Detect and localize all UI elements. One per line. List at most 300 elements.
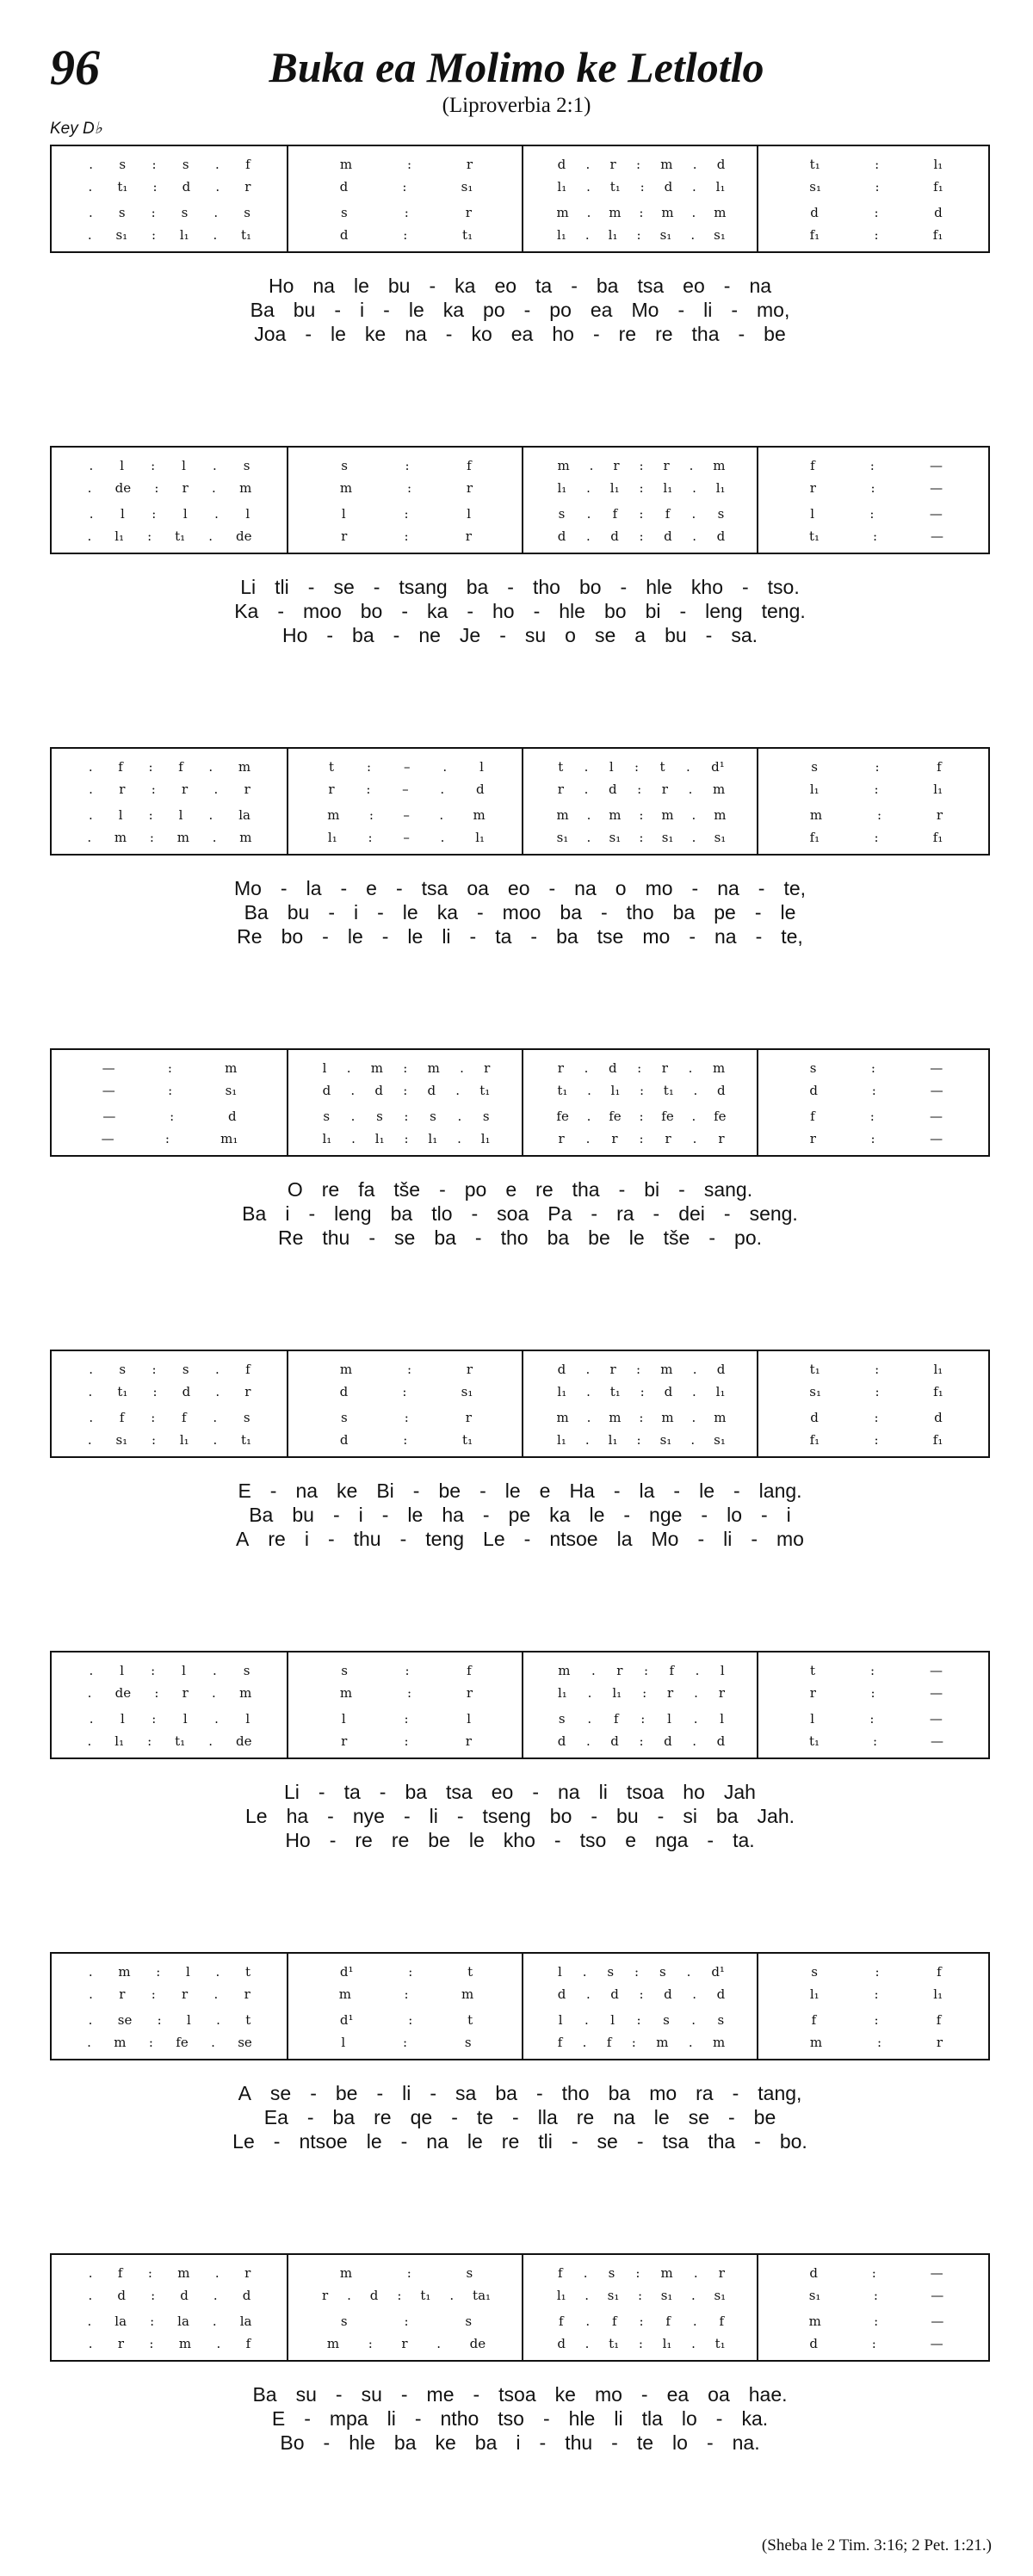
solfa-note: r [718, 2265, 725, 2281]
measure [522, 146, 759, 251]
lyric-syllable: - [304, 2407, 311, 2430]
lyrics-block [50, 876, 990, 948]
solfa-staff [50, 1952, 990, 2060]
lyric-syllable: - [499, 624, 506, 646]
lyric-syllable: - [439, 1178, 446, 1201]
solfa-note: . [89, 807, 93, 823]
voice-notes-tenor [52, 1107, 288, 1126]
voice-notes-alto [758, 479, 994, 497]
lyric-syllable: be [428, 1829, 450, 1851]
lyric-syllable: la [616, 1528, 633, 1550]
solfa-note: s₁ [714, 830, 727, 845]
voice-notes-bass [288, 1430, 524, 1449]
solfa-note: m [714, 807, 727, 823]
lyric-syllable: tli [538, 2130, 553, 2153]
solfa-note: r [809, 1131, 816, 1146]
solfa-note: . [688, 2035, 693, 2050]
solfa-note: : [639, 1986, 644, 2002]
lyric-syllable: mo [776, 1528, 804, 1550]
solfa-note: f [810, 1109, 815, 1124]
lyric-syllable: re [576, 2106, 595, 2128]
solfa-note: m [714, 1410, 727, 1425]
solfa-note: . [691, 2336, 696, 2351]
lyric-syllable: le [780, 901, 796, 924]
lyric-syllable: kho [690, 576, 723, 598]
solfa-note: : [634, 1964, 640, 1980]
solfa-note: d [664, 179, 673, 195]
solfa-note: l₁ [557, 179, 567, 195]
lyric-syllable: - [456, 1805, 464, 1827]
solfa-note: : [640, 1711, 646, 1727]
measure [757, 1050, 994, 1155]
solfa-note: r [466, 1685, 473, 1701]
lyric-syllable: Le [244, 1805, 268, 1827]
voice-notes-bass [288, 828, 524, 847]
solfa-note: — [929, 506, 943, 522]
solfa-note: f [665, 2313, 671, 2329]
solfa-note: . [586, 205, 591, 220]
lyric-syllable: ka [436, 901, 458, 924]
voice-notes-alto [523, 479, 759, 497]
solfa-note: . [586, 506, 591, 522]
lyric-syllable: ntsoe [299, 2130, 348, 2153]
solfa-note: de [114, 480, 132, 496]
lyric-syllable: - [318, 1781, 325, 1803]
solfa-note: s [717, 506, 725, 522]
solfa-note: s [464, 2035, 472, 2050]
solfa-note: m₁ [220, 1131, 238, 1146]
solfa-note: s [182, 1362, 189, 1377]
solfa-note: : [872, 1733, 878, 1749]
lyric-syllable: - [403, 1805, 411, 1827]
solfa-note: l₁ [557, 1384, 567, 1399]
lyric-syllable: teng. [761, 600, 806, 622]
voice-notes-alto [523, 780, 759, 799]
voice-notes-soprano [52, 2264, 288, 2283]
solfa-note: d [809, 2336, 818, 2351]
solfa-note: : [875, 759, 880, 775]
voice-notes-bass [52, 527, 288, 546]
lyric-syllable: e [539, 1480, 551, 1502]
lyric-syllable: Ba [250, 299, 275, 321]
solfa-note: l₁ [475, 830, 486, 845]
measure [287, 1351, 524, 1456]
lyric-syllable: - [329, 1829, 337, 1851]
solfa-note: . [87, 2313, 92, 2329]
solfa-note: : [874, 781, 879, 797]
voice-notes-alto [288, 780, 524, 799]
voice-notes-alto [52, 1081, 288, 1100]
lyric-syllable: ea [590, 299, 613, 321]
lyric-syllable: li [703, 299, 713, 321]
lyric-syllable: su [361, 2383, 382, 2406]
voice-notes-tenor [523, 1408, 759, 1427]
voice-notes-bass [52, 225, 288, 244]
solfa-note: se [117, 2012, 133, 2028]
solfa-note: : [643, 1663, 648, 1678]
lyrics-block [50, 274, 990, 346]
lyric-syllable: - [322, 925, 329, 948]
voice-notes-bass [758, 1732, 994, 1751]
lyric-syllable: i [353, 901, 359, 924]
voice-notes-bass [523, 2334, 759, 2353]
measure [522, 1652, 759, 1757]
voice-notes-tenor [523, 1709, 759, 1728]
solfa-note: . [691, 830, 696, 845]
solfa-note: . [584, 781, 589, 797]
measure [287, 749, 524, 854]
lyric-syllable: - [679, 600, 687, 622]
solfa-note: la [114, 2313, 127, 2329]
solfa-note: r [328, 781, 335, 797]
solfa-note: t₁ [809, 157, 820, 172]
solfa-note: t [245, 2012, 251, 2028]
voice-notes-bass [288, 1129, 524, 1148]
solfa-note: t₁ [479, 1083, 491, 1098]
solfa-note: l₁ [114, 528, 125, 544]
lyric-line [50, 575, 990, 599]
solfa-note: s [811, 1964, 818, 1980]
solfa-note: la [239, 2313, 252, 2329]
solfa-note: m [809, 2035, 823, 2050]
solfa-note: f [182, 1410, 187, 1425]
voice-notes-alto [523, 1985, 759, 2004]
solfa-note: d [809, 2265, 818, 2281]
voice-notes-bass [288, 2334, 524, 2353]
lyric-syllable: na [714, 925, 737, 948]
solfa-note: m [609, 807, 622, 823]
lyric-syllable: e [505, 1178, 517, 1201]
lyric-syllable: - [691, 877, 699, 899]
lyric-syllable: Ba [244, 901, 269, 924]
lyric-syllable: fa [358, 1178, 375, 1201]
lyric-syllable: - [723, 275, 731, 297]
solfa-note: r [936, 2035, 943, 2050]
solfa-note: . [212, 1663, 217, 1678]
lyric-syllable: - [751, 1528, 758, 1550]
solfa-note: : [631, 2035, 636, 2050]
lyric-line [50, 900, 990, 924]
lyric-syllable: bu [293, 299, 316, 321]
lyric-syllable: Bo [280, 2431, 305, 2454]
solfa-note: s [466, 2265, 473, 2281]
solfa-note: r [119, 1986, 126, 2002]
solfa-note: : [405, 1663, 410, 1678]
measure [757, 146, 994, 251]
solfa-note: f [936, 2012, 942, 2028]
measure [757, 2255, 994, 2360]
solfa-note: . [87, 2035, 91, 2050]
lyric-syllable: ha [442, 1504, 464, 1526]
solfa-note: s [811, 759, 818, 775]
lyric-line [50, 2431, 990, 2455]
solfa-note: l [182, 506, 188, 522]
solfa-note: — [930, 1663, 943, 1678]
solfa-note: l₁ [557, 1685, 567, 1701]
lyric-syllable: tho [500, 1226, 529, 1249]
solfa-note: . [692, 480, 696, 496]
solfa-note: r [119, 781, 126, 797]
solfa-staff [50, 145, 990, 253]
voice-notes-bass [523, 1129, 759, 1148]
solfa-note: . [457, 1131, 461, 1146]
lyric-syllable: A [236, 1528, 250, 1550]
voice-notes-alto [288, 1382, 524, 1401]
lyric-syllable: - [383, 299, 390, 321]
lyric-syllable: - [430, 2082, 437, 2104]
voice-notes-soprano [758, 1059, 994, 1078]
voice-notes-alto [52, 1382, 288, 1401]
solfa-staff [50, 1048, 990, 1157]
lyric-syllable: tha [708, 2130, 736, 2153]
solfa-note: m [339, 1362, 353, 1377]
solfa-note: : [639, 506, 644, 522]
solfa-note: t₁ [609, 1384, 621, 1399]
solfa-note: r [616, 1663, 623, 1678]
solfa-note: m [114, 830, 127, 845]
solfa-note: : [152, 506, 157, 522]
lyric-syllable: A [238, 2082, 251, 2104]
solfa-note: : [151, 458, 156, 473]
solfa-note: : [164, 1131, 170, 1146]
lyric-syllable: tho [626, 901, 654, 924]
lyrics-block [50, 575, 990, 647]
voice-notes-soprano [758, 757, 994, 776]
solfa-note: m [370, 1060, 383, 1076]
solfa-note: r [609, 157, 616, 172]
solfa-note: . [586, 807, 591, 823]
lyric-syllable: na [574, 877, 597, 899]
lyric-syllable: thu [322, 1226, 350, 1249]
lyric-syllable: li [402, 2082, 411, 2104]
lyric-syllable: moo [303, 600, 342, 622]
lyric-line [50, 1828, 990, 1852]
solfa-note: . [586, 1410, 591, 1425]
lyric-line [50, 322, 990, 346]
lyric-syllable: ba [390, 1202, 413, 1225]
solfa-note: l [245, 506, 251, 522]
solfa-note: m [556, 1410, 569, 1425]
lyric-syllable: re [374, 2106, 392, 2128]
lyric-syllable: - [400, 2383, 408, 2406]
solfa-note: l₁ [933, 1986, 943, 2002]
lyric-syllable: - [677, 299, 685, 321]
solfa-note: . [455, 1083, 461, 1098]
solfa-note: s [717, 2012, 725, 2028]
lyric-syllable: Mo [651, 1528, 679, 1550]
solfa-note: : [875, 1362, 880, 1377]
solfa-note: . [582, 2035, 587, 2050]
solfa-note: : [875, 157, 880, 172]
voice-notes-alto [758, 1985, 994, 2004]
solfa-note: : [638, 2288, 643, 2303]
voice-notes-alto [52, 1985, 288, 2004]
solfa-note: : [870, 1685, 875, 1701]
lyric-syllable: e [625, 1829, 637, 1851]
lyric-syllable: Pa [547, 1202, 572, 1225]
solfa-note: : [403, 2035, 408, 2050]
lyrics-block [50, 1780, 990, 1852]
solfa-note: . [213, 227, 218, 243]
lyric-syllable: lo [672, 2431, 688, 2454]
solfa-note: f [613, 1711, 619, 1727]
measure [522, 2255, 759, 2360]
lyric-syllable: bo [360, 600, 383, 622]
voice-notes-tenor [758, 1408, 994, 1427]
solfa-note: m [609, 205, 622, 220]
lyric-syllable: thu [353, 1528, 381, 1550]
voice-notes-soprano [288, 155, 524, 174]
solfa-note: m [558, 1663, 571, 1678]
voice-notes-tenor [288, 806, 524, 825]
solfa-note: l₁ [557, 227, 566, 243]
solfa-note: r [466, 157, 473, 172]
lyric-syllable: le [407, 925, 424, 948]
solfa-note: : [151, 1432, 157, 1448]
solfa-note: . [690, 227, 696, 243]
solfa-note: d¹ [339, 1964, 354, 1980]
solfa-note: : [640, 179, 645, 195]
solfa-note: : [150, 2313, 155, 2329]
solfa-note: : [639, 1131, 644, 1146]
lyric-syllable: Li [284, 1781, 300, 1803]
lyric-syllable: - [379, 1781, 387, 1803]
solfa-note: d [322, 1083, 331, 1098]
solfa-note: — [930, 480, 943, 496]
solfa-note: l [720, 1663, 725, 1678]
voice-notes-soprano [52, 1059, 288, 1078]
lyric-syllable: tše [393, 1178, 421, 1201]
solfa-note: l₁ [179, 227, 189, 243]
solfa-note: — [102, 1083, 115, 1098]
solfa-note: . [686, 1964, 691, 1980]
lyric-syllable: ea [666, 2383, 690, 2406]
lyric-syllable: - [708, 1226, 716, 1249]
lyric-syllable: ba [405, 1781, 428, 1803]
voice-notes-tenor [758, 806, 994, 825]
solfa-note: : [639, 480, 644, 496]
solfa-note: f [606, 2035, 612, 2050]
solfa-note: : [404, 528, 409, 544]
solfa-note: l₁ [663, 480, 673, 496]
voice-notes-alto [523, 2286, 759, 2305]
solfa-note: l [810, 506, 814, 522]
solfa-note: : [869, 1663, 875, 1678]
lyric-syllable: se [394, 1226, 416, 1249]
voice-notes-bass [523, 1430, 759, 1449]
lyric-syllable: Ho [281, 624, 308, 646]
voice-notes-soprano [288, 1360, 524, 1379]
solfa-note: m [339, 480, 353, 496]
lyric-syllable: le [408, 299, 424, 321]
solfa-note: r [182, 1986, 189, 2002]
lyric-syllable: ka. [741, 2407, 769, 2430]
solfa-note: l [720, 1711, 725, 1727]
lyric-line [50, 2406, 990, 2431]
solfa-note: d [557, 528, 566, 544]
solfa-note: – [403, 807, 410, 823]
lyric-syllable: tso. [767, 576, 800, 598]
solfa-note: — [929, 1711, 943, 1727]
solfa-note: r [466, 480, 473, 496]
lyric-syllable: - [376, 2082, 384, 2104]
voice-notes-bass [52, 2033, 288, 2052]
lyric-syllable: le [366, 2130, 382, 2153]
lyric-syllable: - [377, 901, 384, 924]
voice-notes-tenor [758, 1107, 994, 1126]
lyric-syllable: bu [292, 1504, 314, 1526]
lyric-syllable: - [327, 1528, 335, 1550]
solfa-note: . [585, 2313, 591, 2329]
lyric-syllable: be [753, 2106, 776, 2128]
solfa-note: l [341, 1711, 346, 1727]
solfa-note: r [244, 2265, 251, 2281]
solfa-note: : [170, 1109, 175, 1124]
solfa-note: t₁ [117, 179, 128, 195]
solfa-note: m [713, 2035, 726, 2050]
solfa-note: . [692, 1131, 697, 1146]
solfa-note: s [659, 1964, 666, 1980]
lyric-syllable: kho [503, 1829, 535, 1851]
solfa-note: l₁ [374, 1131, 385, 1146]
lyric-syllable: bu [616, 1805, 639, 1827]
lyric-syllable: po [464, 1178, 487, 1201]
lyric-syllable: - [280, 877, 288, 899]
voice-notes-bass [523, 1732, 759, 1751]
lyric-syllable: - [399, 1528, 407, 1550]
solfa-note: r [558, 1131, 565, 1146]
lyric-syllable: tsang [399, 576, 448, 598]
solfa-note: d [664, 1733, 672, 1749]
voice-notes-soprano [523, 2264, 759, 2283]
solfa-note: s [482, 1109, 490, 1124]
lyric-syllable: Ha [569, 1480, 595, 1502]
solfa-note: : [407, 1685, 412, 1701]
solfa-note: t₁ [808, 528, 820, 544]
solfa-note: . [691, 2012, 696, 2028]
solfa-note: ta₁ [473, 2288, 492, 2303]
solfa-note: – [402, 781, 409, 797]
solfa-note: : [642, 1685, 647, 1701]
voice-notes-tenor [523, 806, 759, 825]
lyric-syllable: re [535, 1178, 554, 1201]
solfa-note: l [467, 1711, 472, 1727]
solfa-note: . [215, 1384, 220, 1399]
solfa-note: d¹ [339, 2012, 354, 2028]
voice-notes-alto [288, 479, 524, 497]
lyric-syllable: se [597, 2130, 618, 2153]
solfa-note: t₁ [557, 1083, 568, 1098]
lyric-syllable: lla [537, 2106, 558, 2128]
solfa-note: . [87, 227, 92, 243]
solfa-note: . [694, 1685, 698, 1701]
solfa-note: s [341, 1410, 348, 1425]
solfa-note: . [89, 458, 94, 473]
lyric-syllable: Re [237, 925, 263, 948]
voice-notes-soprano [523, 1059, 759, 1078]
lyric-syllable: sang. [703, 1178, 753, 1201]
lyric-syllable: ta [495, 925, 512, 948]
solfa-note: m [557, 458, 570, 473]
solfa-note: f₁ [932, 227, 943, 243]
voice-notes-soprano [288, 1962, 524, 1981]
lyric-syllable: - [705, 624, 713, 646]
solfa-note: r [465, 1733, 472, 1749]
solfa-note: . [691, 1410, 696, 1425]
lyric-syllable: - [755, 925, 763, 948]
solfa-note: . [88, 2288, 93, 2303]
solfa-note: t₁ [714, 2336, 726, 2351]
